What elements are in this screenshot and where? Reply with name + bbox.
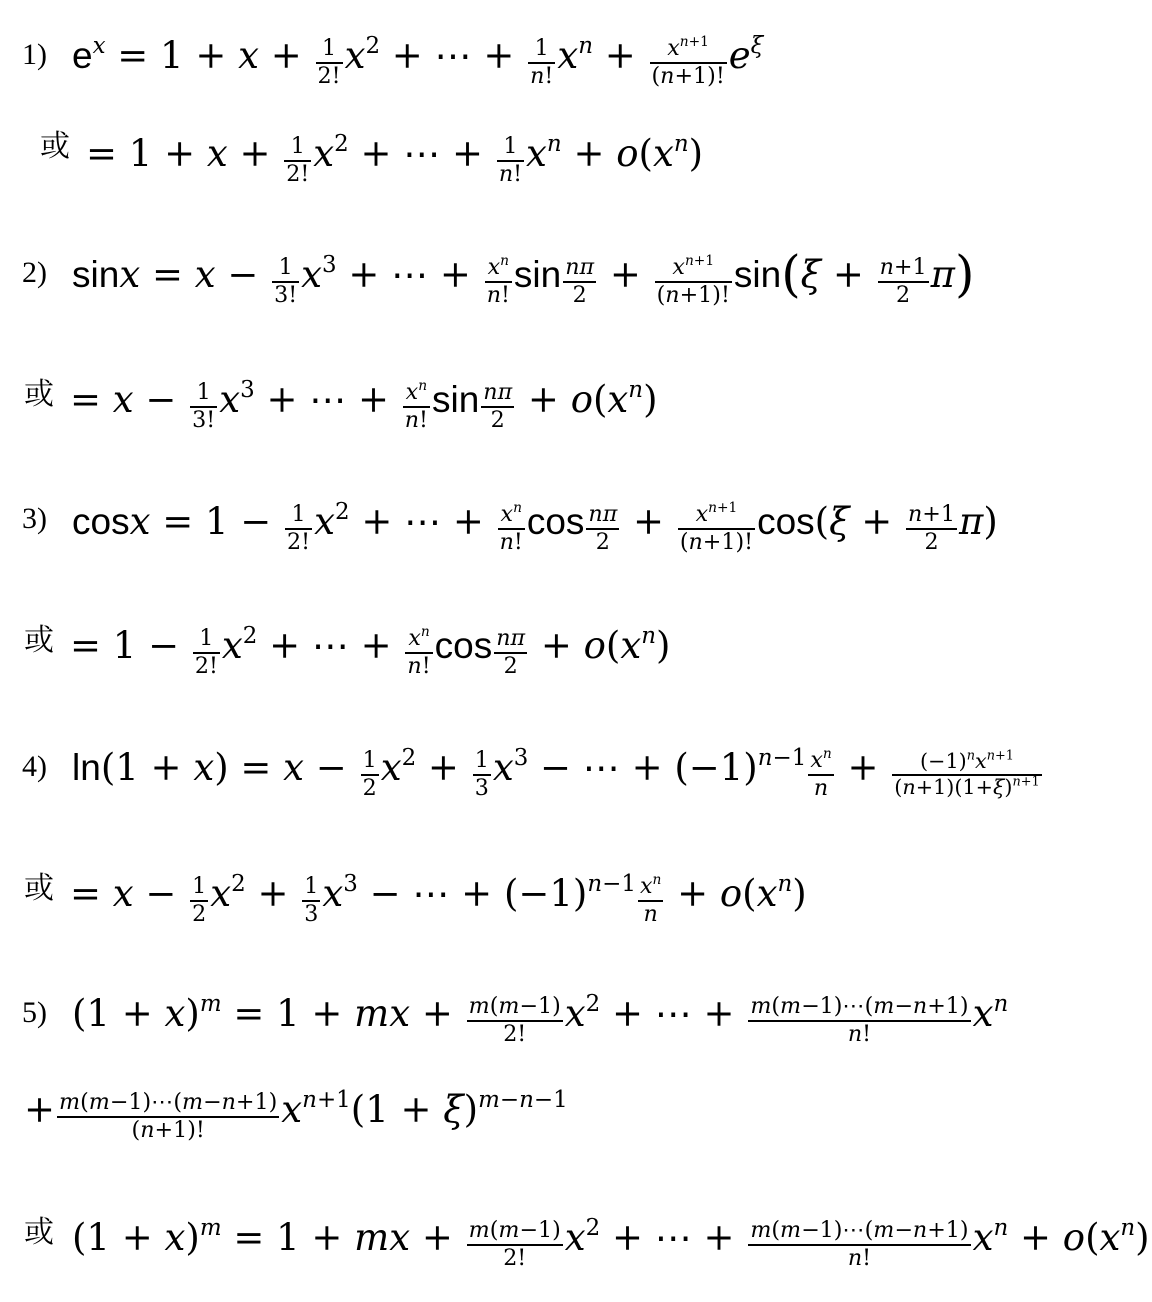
math-expression: cosx = 1 − $\frac{1}{2!}$ $x^2$ + ⋯ + $\frac{x^n}{n!}$ cos $\frac{n\pi}{2}$ + $\frac{x^{n+1}}{(n+1)!}$ cos(ξ + $\frac{n+1}{2}$ π) bbox=[72, 499, 998, 555]
or-prefix: 或 bbox=[24, 378, 54, 411]
math-expression: sinx = x − $\frac{1}{3!}$ $x^3$ + ⋯ + $\frac{x^n}{n!}$ sin $\frac{n\pi}{2}$ + $\frac{x^{n+1}}{(n+1)!}$ sin(ξ + $\frac{n+1}{2}$ π) bbox=[72, 245, 975, 308]
formula-number: 4) bbox=[22, 750, 47, 783]
math-expression: = x − $\frac{1}{2}$ $x^2$ + $\frac{1}{3}$ $x^3$ − ⋯ + $(-1)^{n-1}$ $\frac{x^n}{n}$ + $o(x^n)$ bbox=[70, 871, 807, 927]
formula-number: 1) bbox=[22, 38, 47, 71]
math-expression: = x − $\frac{1}{3!}$ $x^3$ + ⋯ + $\frac{x^n}{n!}$ sin $\frac{n\pi}{2}$ + $o(x^n)$ bbox=[70, 377, 658, 433]
math-expression: + $\frac{m(m-1)\cdots(m-n+1)}{(n+1)!}$ $x^{n+1}(1 + \xi)^{m-n-1}$ bbox=[24, 1087, 568, 1143]
formula-number: 5) bbox=[22, 996, 47, 1029]
formula-number: 3) bbox=[22, 502, 47, 535]
math-expression: = 1 + x + $\frac{1}{2!}$ $x^2$ + ⋯ + $\frac{1}{n!}$ $x^n + o(x^n)$ bbox=[86, 131, 704, 187]
or-prefix: 或 bbox=[24, 1216, 54, 1249]
or-prefix: 或 bbox=[24, 624, 54, 657]
formula-number: 2) bbox=[22, 256, 47, 289]
math-expression: = 1 − $\frac{1}{2!}$ $x^2$ + ⋯ + $\frac{x^n}{n!}$ cos $\frac{n\pi}{2}$ + $o(x^n)$ bbox=[70, 623, 671, 679]
math-expression: ln(1 + x) = x − $\frac{1}{2}$ $x^2$ + $\frac{1}{3}$ $x^3$ − ⋯ + $(-1)^{n-1}$ $\frac{x^n}{n}$ + $(-1)^nx^{n+1}$ $(n+1)(1+\xi)^{n+1}$ bbox=[72, 745, 1040, 801]
math-expression: $(1 + x)^m = 1$ + mx + $\frac{m(m-1)}{2!}$ $x^2$ + ⋯ + $\frac{m(m-1)\cdots(m-n+1)}{n!}$ $x^n + o(x^n)$ bbox=[72, 1215, 1150, 1271]
or-prefix: 或 bbox=[40, 130, 70, 163]
math-expression: $(1 + x)^m = 1$ + mx + $\frac{m(m-1)}{2!}$ $x^2$ + ⋯ + $\frac{m(m-1)\cdots(m-n+1)}{n!}$ $x^n$ bbox=[72, 991, 1009, 1047]
or-prefix: 或 bbox=[24, 872, 54, 905]
math-expression: $e^x = 1 + x$ + $\frac{1}{2!}$ $x^2$ + ⋯ + $\frac{1}{n!}$ $x^n$ + $\frac{x^{n+1}}{(n+1)!}$ $e^\xi$ bbox=[72, 33, 764, 89]
